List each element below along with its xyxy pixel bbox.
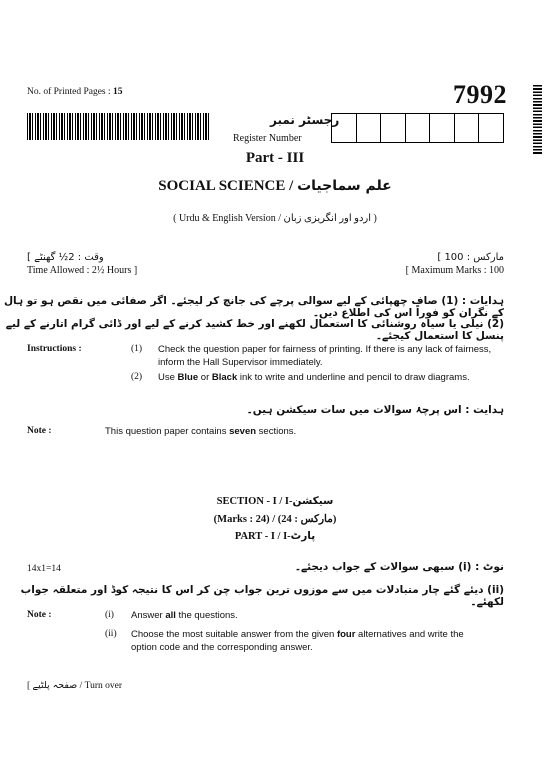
version-line: ( Urdu & English Version / اردو اور انگریزی زبان ) bbox=[173, 213, 377, 224]
bold-run: seven bbox=[229, 426, 257, 437]
text-run: [ bbox=[27, 681, 33, 691]
side-barcode bbox=[533, 85, 542, 155]
register-number-boxes[interactable] bbox=[331, 113, 504, 143]
register-digit-box[interactable] bbox=[332, 114, 357, 142]
section-marks: (Marks : 24) / (24 : مارکس) bbox=[213, 514, 337, 525]
note-text bbox=[131, 610, 481, 623]
text-run: This question paper contains bbox=[105, 426, 230, 437]
marks-breakdown: 14x1=14 bbox=[27, 564, 61, 574]
section-title bbox=[0, 495, 550, 507]
text-run: Answer bbox=[131, 610, 166, 621]
turn-over bbox=[27, 680, 122, 691]
bold-run: all bbox=[165, 610, 176, 621]
part-label-ur: پارٹ bbox=[290, 530, 316, 542]
register-digit-box[interactable] bbox=[406, 114, 431, 142]
time-allowed: Time Allowed : 2½ Hours ] bbox=[27, 265, 138, 276]
instruction-text: Check the question paper for fairness of printing. If there is any lack of fairness, inform the Hall Supervisor immediately. bbox=[158, 344, 492, 368]
note-label: Note : bbox=[27, 610, 52, 620]
note-number: (i) bbox=[105, 610, 114, 620]
text-run: alternatives and write the option code and the corresponding answer. bbox=[131, 629, 464, 653]
note-number: (ii) bbox=[105, 629, 117, 639]
text-run: or bbox=[198, 372, 212, 383]
note-sections bbox=[105, 426, 296, 437]
section-title-en: SECTION - I / I- bbox=[216, 496, 293, 507]
subject-english: SOCIAL SCIENCE / bbox=[158, 178, 294, 194]
text-run: the questions. bbox=[175, 610, 238, 621]
urdu-instruction-1: ہدایات : (1) صاف چھپائی کے لیے سوالی پرچے کی جانچ کر لیجئے۔ اگر صفائی میں نقص ہو تو ہال کے نگران کو فوراً اس کی اطلاع دیں۔ bbox=[3, 295, 504, 319]
urdu-note-1: نوٹ : (i) سبھی سوالات کے جواب دیجئے۔ bbox=[294, 561, 504, 573]
instruction-text bbox=[158, 372, 508, 385]
paper-code: 7992 bbox=[453, 80, 507, 109]
register-number-label: Register Number bbox=[233, 133, 302, 144]
text-run: / Turn over bbox=[77, 681, 123, 691]
register-digit-box[interactable] bbox=[455, 114, 480, 142]
instruction-number: (1) bbox=[131, 344, 143, 354]
turn-over-urdu: صفحہ پلٹیے bbox=[32, 680, 78, 691]
register-digit-box[interactable] bbox=[430, 114, 455, 142]
text-run: ink to write and underline and pencil to draw diagrams. bbox=[237, 372, 470, 383]
text-run: Choose the most suitable answer from the given bbox=[131, 629, 337, 640]
urdu-note-sections: ہدایت : اس پرچۂ سوالات میں سات سیکشن ہیں۔ bbox=[246, 404, 504, 416]
time-urdu: [ وقت : 2½ گھنٹے bbox=[27, 252, 104, 263]
barcode bbox=[27, 113, 210, 140]
maximum-marks: [ Maximum Marks : 100 bbox=[405, 265, 504, 276]
urdu-note-2: (ii) دیئے گئے چار متبادلات میں سے موزوں ترین جواب چن کر اس کا نتیجہ کوڈ اور متعلقہ جواب لکھئے۔ bbox=[20, 584, 504, 608]
register-number-urdu: رجسٹر نمبر bbox=[270, 113, 340, 127]
section-title-ur: سیکشن bbox=[292, 495, 334, 507]
note-label: Note : bbox=[27, 426, 52, 436]
register-digit-box[interactable] bbox=[381, 114, 406, 142]
register-digit-box[interactable] bbox=[479, 114, 503, 142]
bold-run: Blue bbox=[177, 372, 199, 383]
part-title: Part - III bbox=[245, 150, 305, 166]
printed-pages-value: 15 bbox=[113, 87, 123, 97]
text-run: sections. bbox=[256, 426, 297, 437]
part-label-en: PART - I / I- bbox=[234, 531, 291, 542]
urdu-instruction-2: (2) نیلی یا سیاہ روشنائی کا استعمال لکھنے اور خط کشید کرنے کے لیے اور ڈائی گرام اتارنے کے لیے پنسل کا استعمال کیجئے۔ bbox=[5, 318, 504, 342]
register-digit-box[interactable] bbox=[357, 114, 382, 142]
part-label bbox=[0, 530, 550, 542]
bold-run: four bbox=[336, 629, 356, 640]
subject-urdu: علم سماجیات bbox=[297, 178, 392, 194]
marks-urdu: مارکس : 100 ] bbox=[437, 252, 504, 263]
text-run: Use bbox=[158, 372, 178, 383]
subject-title bbox=[0, 178, 550, 195]
bold-run: Black bbox=[211, 372, 238, 383]
printed-pages-label: No. of Printed Pages : bbox=[27, 87, 114, 97]
printed-pages bbox=[27, 87, 123, 97]
instructions-label: Instructions : bbox=[27, 344, 82, 354]
instruction-number: (2) bbox=[131, 372, 143, 382]
note-text bbox=[131, 629, 491, 654]
